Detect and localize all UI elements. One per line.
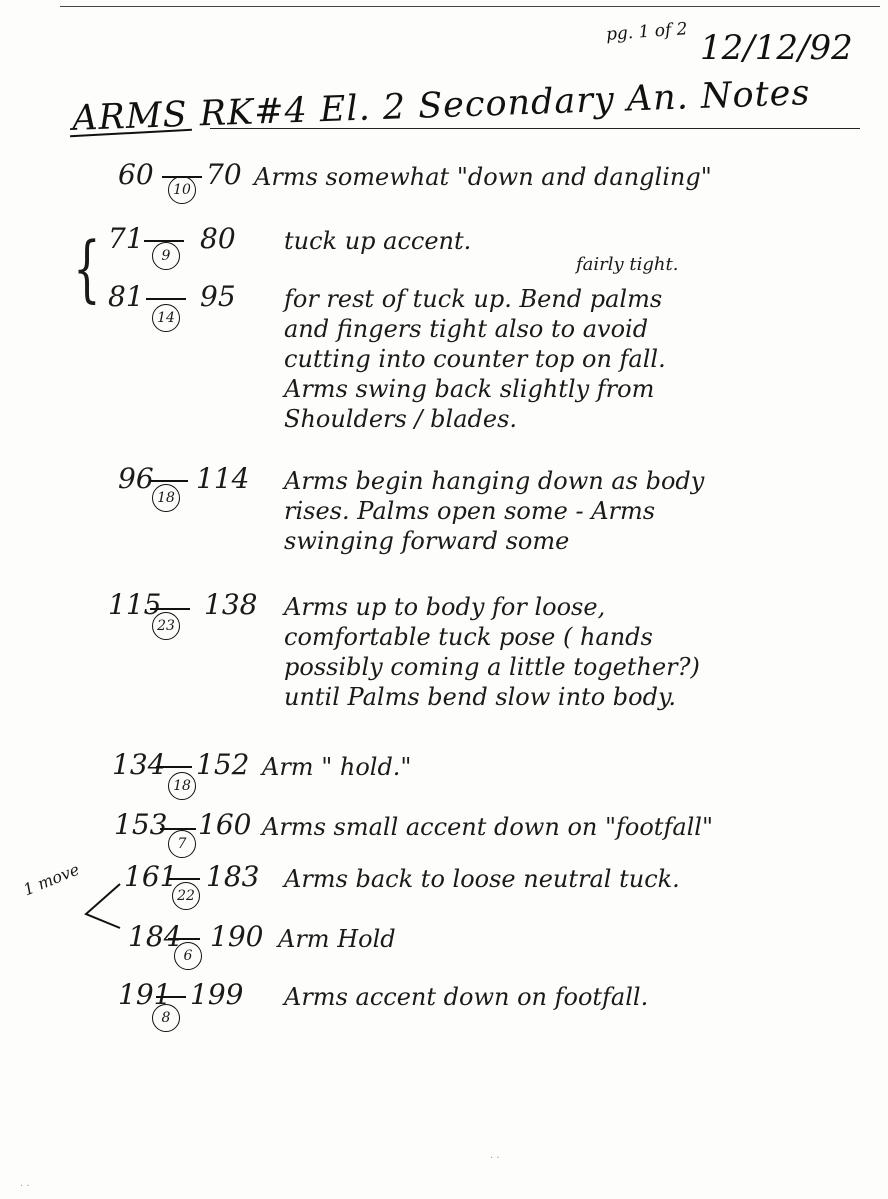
page-top-edge: [60, 6, 880, 7]
entry-note: Arms up to body for loose, comfortable tuck pose ( hands possibly coming a little together?) until Palms bend slow into body.: [284, 593, 700, 711]
frame-count: 18: [152, 484, 180, 512]
page-number: pg. 1 of 2: [605, 19, 689, 45]
range-start: 184: [128, 920, 182, 953]
range-dash: [168, 938, 200, 940]
range-start: 191: [118, 978, 172, 1011]
entry-note: tuck up accent.: [284, 227, 472, 255]
range-start: 60: [118, 158, 154, 191]
range-start: 96: [118, 462, 154, 495]
range-end: 152: [196, 748, 250, 781]
range-start: 81: [108, 280, 144, 313]
entry-note: Arms back to loose neutral tuck.: [284, 865, 680, 893]
range-dash: [150, 608, 190, 610]
range-end: 70: [206, 158, 242, 191]
frame-count: 18: [168, 772, 196, 800]
entry-note: Arm Hold: [278, 925, 396, 953]
range-start: 71: [108, 222, 144, 255]
range-start: 115: [108, 588, 162, 621]
range-end: 95: [200, 280, 236, 313]
scan-speck: . .: [490, 1150, 500, 1161]
frame-count: 8: [152, 1004, 180, 1032]
range-dash: [156, 996, 186, 998]
chevron-bracket-icon: [80, 880, 130, 930]
range-end: 114: [196, 462, 250, 495]
range-end: 199: [190, 978, 244, 1011]
range-dash: [150, 480, 188, 482]
range-dash: [168, 878, 200, 880]
range-dash: [146, 298, 186, 300]
range-dash: [156, 766, 192, 768]
side-note: 1 move: [20, 859, 83, 900]
entry-note: for rest of tuck up. Bend palms and fingers tight also to avoid cutting into counter top on fall. Arms swing back slightly from Shoulders / blades.: [284, 285, 666, 433]
grouping-brace: {: [73, 226, 101, 310]
entry-note: Arms begin hanging down as body rises. Palms open some - Arms swinging forward some: [284, 467, 705, 555]
range-start: 161: [124, 860, 178, 893]
entry-note: Arm " hold.": [262, 753, 412, 781]
scan-speck: . .: [20, 1178, 30, 1189]
range-end: 160: [198, 808, 252, 841]
frame-count: 6: [174, 942, 202, 970]
range-end: 190: [210, 920, 264, 953]
page-date: 12/12/92: [700, 28, 853, 68]
frame-count: 22: [172, 882, 200, 910]
frame-count: 10: [168, 176, 196, 204]
frame-count: 23: [152, 612, 180, 640]
frame-count: 9: [152, 242, 180, 270]
title-rule: [210, 128, 860, 129]
range-end: 138: [204, 588, 258, 621]
range-start: 134: [112, 748, 166, 781]
frame-count: 14: [152, 304, 180, 332]
range-end: 183: [206, 860, 260, 893]
entry-note: Arms small accent down on "footfall": [262, 813, 714, 841]
range-start: 153: [114, 808, 168, 841]
insert-note: fairly tight.: [576, 254, 679, 275]
entry-note: Arms accent down on footfall.: [284, 983, 649, 1011]
page-title: ARMS RK#4 El. 2 Secondary An. Notes: [71, 73, 811, 139]
range-end: 80: [200, 222, 236, 255]
frame-count: 7: [168, 830, 196, 858]
entry-note: Arms somewhat "down and dangling": [254, 163, 712, 191]
